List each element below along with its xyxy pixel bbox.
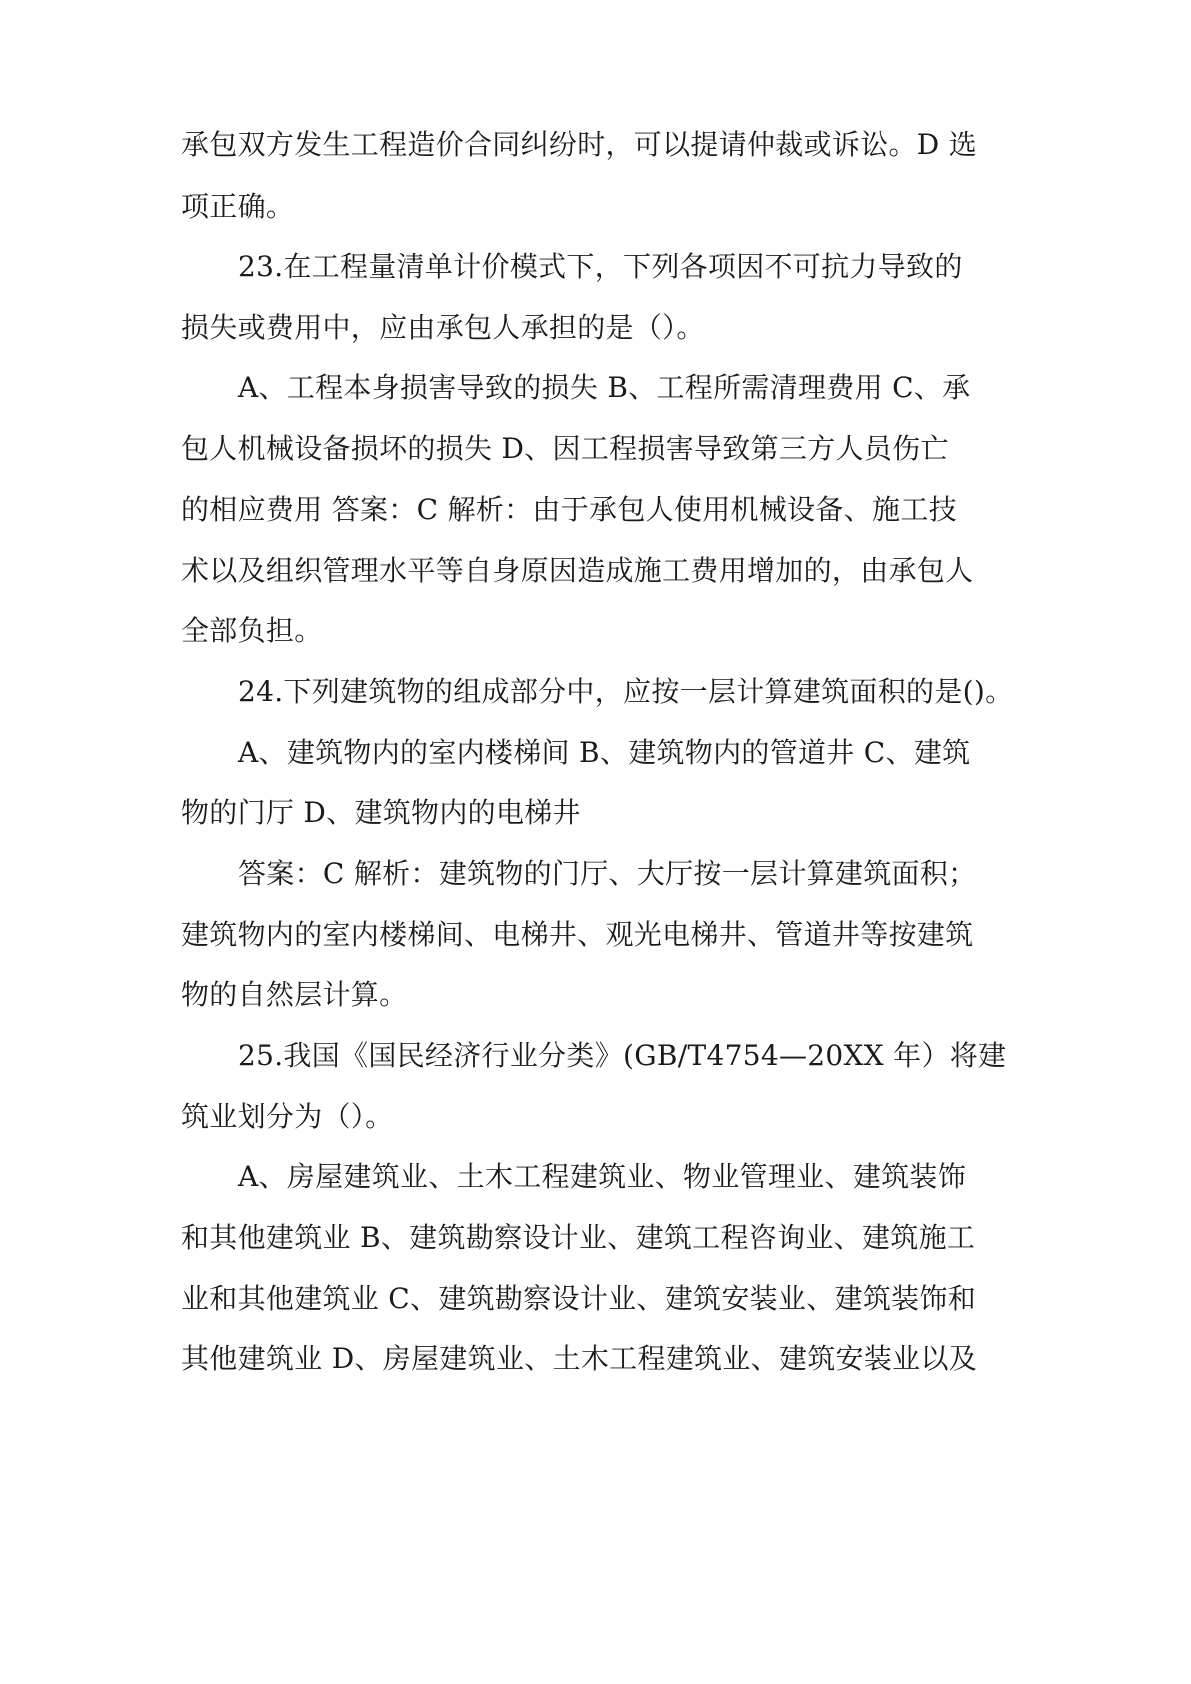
text-line: 损失或费用中，应由承包人承担的是（）。 <box>181 311 705 344</box>
text-line: 其他建筑业 D、房屋建筑业、土木工程建筑业、建筑安装业以及 <box>181 1342 978 1375</box>
text-line: 物的自然层计算。 <box>181 978 408 1011</box>
question-25-line: 25.我国《国民经济行业分类》(GB/T4754—20XX 年）将建 <box>238 1039 1007 1072</box>
answer-line: 的相应费用 答案：C 解析：由于承包人使用机械设备、施工技 <box>181 493 957 526</box>
text-line: 项正确。 <box>181 190 295 223</box>
text-line: 筑业划分为（）。 <box>181 1100 394 1133</box>
text-line: 术以及组织管理水平等自身原因造成施工费用增加的，由承包人 <box>181 554 974 587</box>
options-line: A、工程本身损害导致的损失 B、工程所需清理费用 C、承 <box>238 371 971 404</box>
text-line: 物的门厅 D、建筑物内的电梯井 <box>181 796 581 829</box>
question-23-line: 23.在工程量清单计价模式下，下列各项因不可抗力导致的 <box>238 250 963 283</box>
answer-line: 答案：C 解析：建筑物的门厅、大厅按一层计算建筑面积； <box>238 857 977 890</box>
text-line: 包人机械设备损坏的损失 D、因工程损害导致第三方人员伤亡 <box>181 432 949 465</box>
question-24-line: 24.下列建筑物的组成部分中，应按一层计算建筑面积的是()。 <box>238 675 1014 708</box>
options-line: A、建筑物内的室内楼梯间 B、建筑物内的管道井 C、建筑 <box>238 736 971 769</box>
options-line: A、房屋建筑业、土木工程建筑业、物业管理业、建筑装饰 <box>238 1160 967 1193</box>
text-line: 和其他建筑业 B、建筑勘察设计业、建筑工程咨询业、建筑施工 <box>181 1221 976 1254</box>
text-line: 建筑物内的室内楼梯间、电梯井、观光电梯井、管道井等按建筑 <box>181 918 974 951</box>
text-line: 承包双方发生工程造价合同纠纷时，可以提请仲裁或诉讼。D 选 <box>181 128 978 161</box>
text-line: 全部负担。 <box>181 614 323 647</box>
text-line: 业和其他建筑业 C、建筑勘察设计业、建筑安装业、建筑装饰和 <box>181 1282 977 1315</box>
